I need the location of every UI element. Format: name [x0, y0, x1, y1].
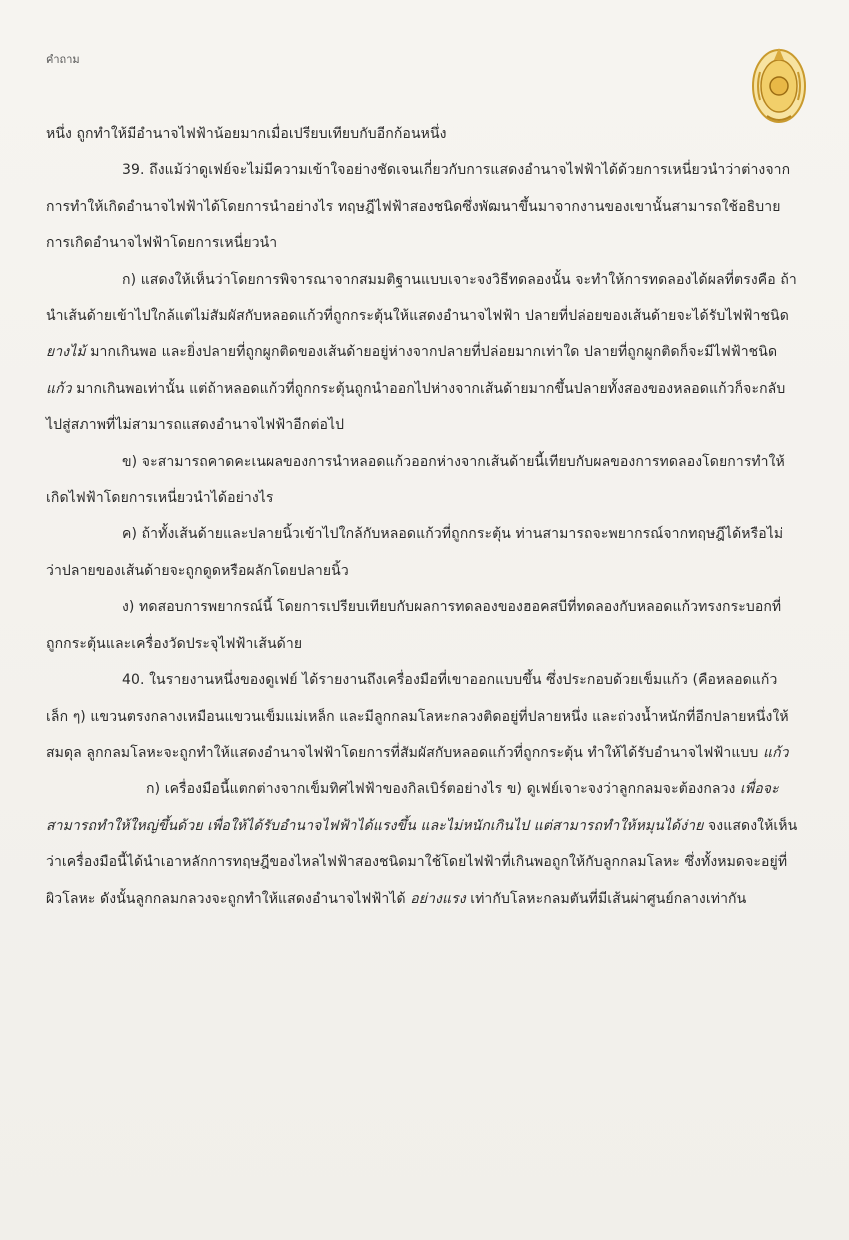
document-body	[46, 116, 798, 917]
resin-term: ยางไม้	[46, 344, 86, 361]
question-39-part-d: ง) ทดสอบการพยากรณ์นี้ โดยการเปรียบเทียบกับผลการทดลองของฮอคสบีที่ทดลองกับหลอดแก้วทรงกระบอกที่ถูกกระตุ้นและเครื่องวัดประจุไฟฟ้าเส้นด้าย	[46, 599, 782, 652]
glass-term: แก้ว	[46, 380, 72, 397]
question-39-part-b: ข) จะสามารถคาดคะเนผลของการนำหลอดแก้วออกห่างจากเส้นด้ายนี้เทียบกับผลของการทดลองโดยการทำให้เกิดไฟฟ้าโดยการเหนี่ยวนำได้อย่างไร	[46, 453, 785, 507]
question-39-part-c: ค) ถ้าทั้งเส้นด้ายและปลายนิ้วเข้าไปใกล้กับหลอดแก้วที่ถูกกระตุ้น ท่านสามารถจะพยากรณ์จากทฤษฎีได้หรือไม่ว่าปลายของเส้นด้ายจะถูกดูดหรือผลักโดยปลายนิ้ว	[46, 526, 784, 579]
question-40: 40. ในรายงานหนึ่งของดูเฟย์ ได้รายงานถึงเครื่องมือที่เขาออกแบบขึ้น ซึ่งประกอบด้วยเข็มแก้ว (คือหลอดแก้วเล็ก ๆ) แขวนตรงกลางเหมือนแขวนเข็มแม่เหล็ก และมีลูกกลมโลหะกลวงติดอยู่ที่ปลายหนึ่ง และถ่วงน้ำหนักที่อีกปลายหนึ่งให้สมดุล ลูกกลมโลหะจะถูกทำให้แสดงอำนาจไฟฟ้าโดยการที่สัมผัสกับหลอดแก้วที่ถูกกระตุ้น ทำให้ได้รับอำนาจไฟฟ้าแบบ แก้ว	[46, 672, 789, 761]
question-39-part-a: ก) แสดงให้เห็นว่าโดยการพิจารณาจากสมมติฐานแบบเจาะจงวิธีทดลองนั้น จะทำให้การทดลองได้ผลที่ตรงคือ ถ้านำเส้นด้ายเข้าไปใกล้แต่ไม่สัมผัสกับหลอดแก้วที่ถูกกระตุ้นให้แสดงอำนาจไฟฟ้า ปลายที่ปล่อยของเส้นด้ายจะได้รับไฟฟ้าชนิด ยางไม้ มากเกินพอ และยิ่งปลายที่ถูกผูกติดของเส้นด้ายอยู่ห่างจากปลายที่ปล่อยมากเท่าใด ปลายที่ถูกผูกติดก็จะมีไฟฟ้าชนิด แก้ว มากเกินพอเท่านั้น แต่ถ้าหลอดแก้วที่ถูกกระตุ้นถูกนำออกไปห่างจากเส้นด้ายมากขึ้นปลายทั้งสองของหลอดแก้วก็จะกลับไปสู่สภาพที่ไม่สามารถแสดงอำนาจไฟฟ้าอีกต่อไป	[46, 271, 797, 434]
ministry-emblem-logo	[750, 42, 808, 126]
quoted-reason: เพื่อจะสามารถทำให้ใหญ่ขึ้นด้วย เพื่อให้ได้รับอำนาจไฟฟ้าได้แรงขึ้น และไม่หนักเกินไป แต่สามารถทำให้หมุนได้ง่าย	[46, 781, 779, 834]
question-39: 39. ถึงแม้ว่าดูเฟย์จะไม่มีความเข้าใจอย่างชัดเจนเกี่ยวกับการแสดงอำนาจไฟฟ้าได้ด้วยการเหนี่ยวนำว่าต่างจากการทำให้เกิดอำนาจไฟฟ้าได้โดยการนำอย่างไร ทฤษฎีไฟฟ้าสองชนิดซึ่งพัฒนาขึ้นมาจากงานของเขานั้นสามารถใช้อธิบายการเกิดอำนาจไฟฟ้าโดยการเหนี่ยวนำ	[46, 162, 791, 252]
question-40-parts: ก) เครื่องมือนี้แตกต่างจากเข็มทิศไฟฟ้าของกิลเบิร์ตอย่างไร ข) ดูเฟย์เจาะจงว่าลูกกลมจะต้องกลวง เพื่อจะสามารถทำให้ใหญ่ขึ้นด้วย เพื่อให้ได้รับอำนาจไฟฟ้าได้แรงขึ้น และไม่หนักเกินไป แต่สามารถทำให้หมุนได้ง่าย จงแสดงให้เห็นว่าเครื่องมือนี้ได้นำเอาหลักการทฤษฎีของไหลไฟฟ้าสองชนิดมาใช้โดยไฟฟ้าที่เกินพอถูกให้กับลูกกลมโลหะ ซึ่งทั้งหมดจะอยู่ที่ผิวโลหะ ดังนั้นลูกกลมกลวงจะถูกทำให้แสดงอำนาจไฟฟ้าได้ อย่างแรง เท่ากับโลหะกลมตันที่มีเส้นผ่าศูนย์กลางเท่ากัน	[46, 781, 798, 907]
glass-term: แก้ว	[762, 744, 789, 761]
strongly-term: อย่างแรง	[410, 890, 466, 907]
paragraph-continuation: หนึ่ง ถูกทำให้มีอำนาจไฟฟ้าน้อยมากเมื่อเปรียบเทียบกับอีกก้อนหนึ่ง	[46, 126, 447, 142]
page-header-label: คำถาม	[46, 53, 80, 66]
